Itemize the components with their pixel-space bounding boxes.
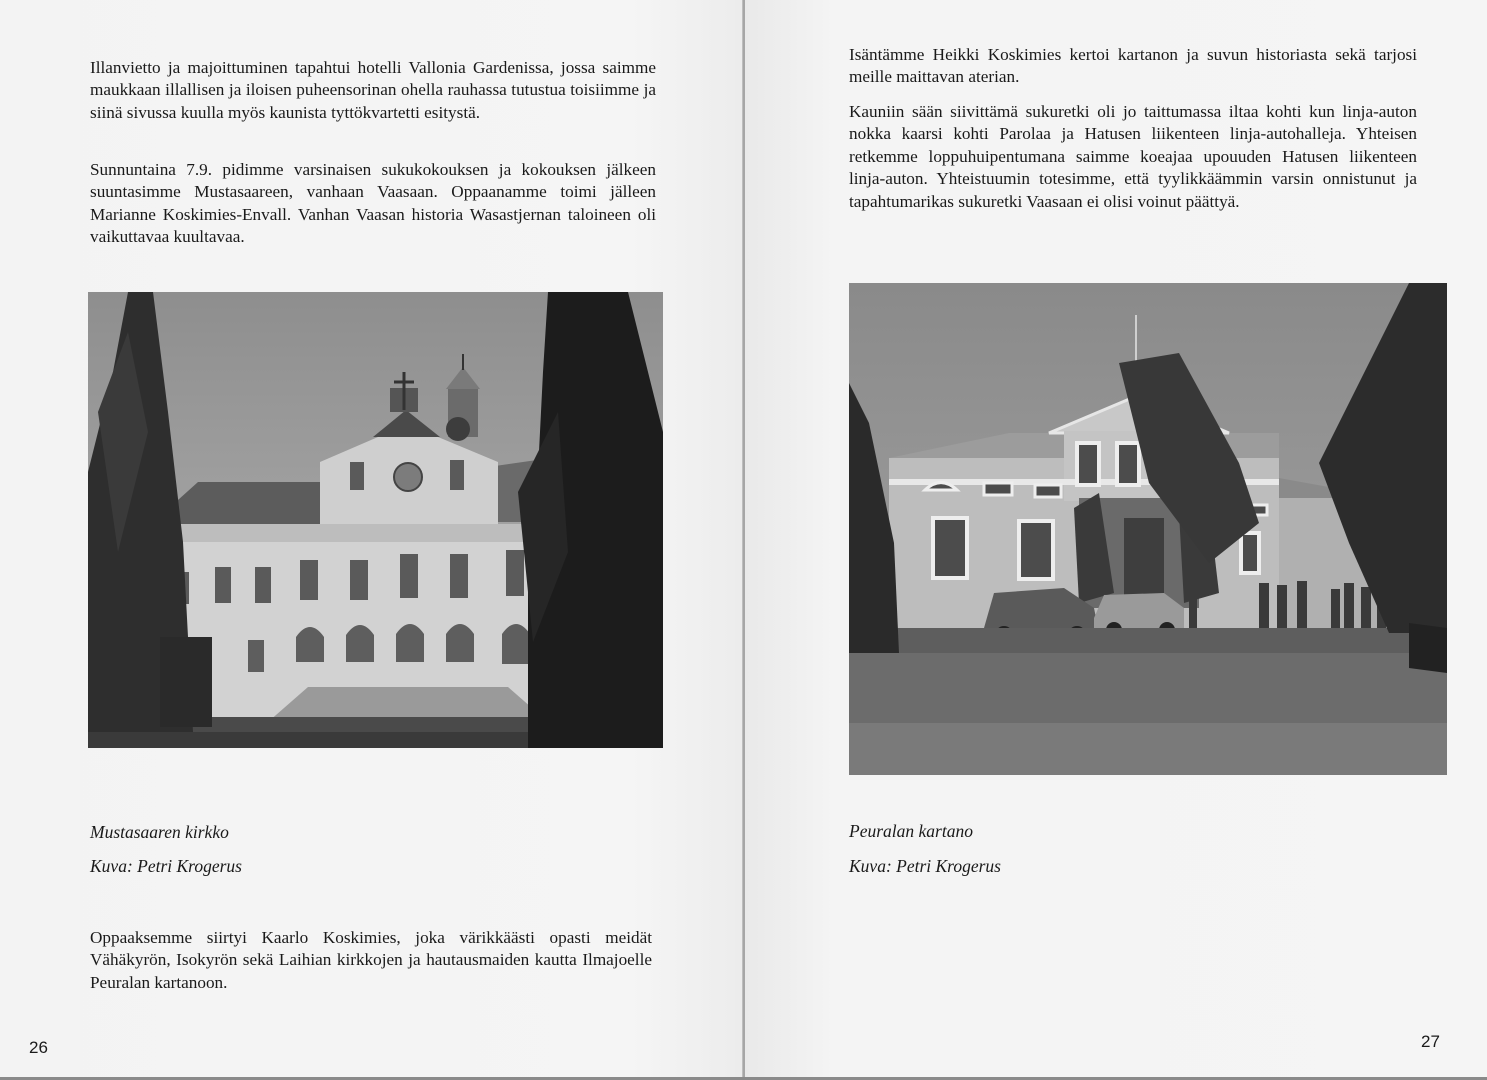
left-page	[0, 0, 743, 1080]
left-closing-paragraph: Oppaaksemme siirtyi Kaarlo Koskimies, joka värikkäästi opasti meidät Vähäkyrön, Isokyrön sekä Laihian kirkkojen ja hautausmaiden kautta Ilmajoelle Peuralan kartanoon.	[90, 928, 652, 992]
manor-photo	[849, 283, 1447, 775]
right-photo-caption: Peuralan kartano	[849, 821, 973, 841]
right-page	[745, 0, 1487, 1080]
page-number-right: 27	[1421, 1032, 1440, 1051]
left-photo-caption: Mustasaaren kirkko	[90, 822, 229, 842]
left-photo-credit: Kuva: Petri Krogerus	[90, 856, 242, 876]
right-paragraph-1: Isäntämme Heikki Koskimies kertoi kartanon ja suvun historiasta sekä tarjosi meille maittavan aterian.	[849, 45, 1417, 87]
right-photo-credit: Kuva: Petri Krogerus	[849, 856, 1001, 876]
left-paragraph-2: Sunnuntaina 7.9. pidimme varsinaisen sukukokouksen ja kokouksen jälkeen suuntasimme Mustasaareen, vanhaan Vaasaan. Oppaanamme toimi jälleen Marianne Koskimies-Envall. Vanhan Vaasan historia Wasastjernan taloineen oli vaikuttavaa kuultavaa.	[90, 160, 656, 247]
right-paragraph-2: Kauniin sään siivittämä sukuretki oli jo taittumassa iltaa kohti kun linja-auton nokka kaarsi kohti Parolaa ja Hatusen liikenteen linja-autohalleja. Yhteisen retkemme loppuhuipentumana saimme koeajaa upouuden Hatusen liikenteen linja-auton. Yhteistuumin totesimme, että tyylikkäämmin varsin onnistunut ja tapahtumarikas sukuretki Vaasaan ei olisi voinut päättyä.	[849, 102, 1417, 211]
church-photo	[88, 292, 663, 748]
page-number-left: 26	[29, 1038, 48, 1057]
left-paragraph-1: Illanvietto ja majoittuminen tapahtui hotelli Vallonia Gardenissa, jossa saimme maukkaan illallisen ja iloisen puheensorinan ohella rauhassa tutustua toisiimme ja siinä sivussa kuulla myös kaunista tyttökvartetti esitystä.	[90, 58, 656, 122]
